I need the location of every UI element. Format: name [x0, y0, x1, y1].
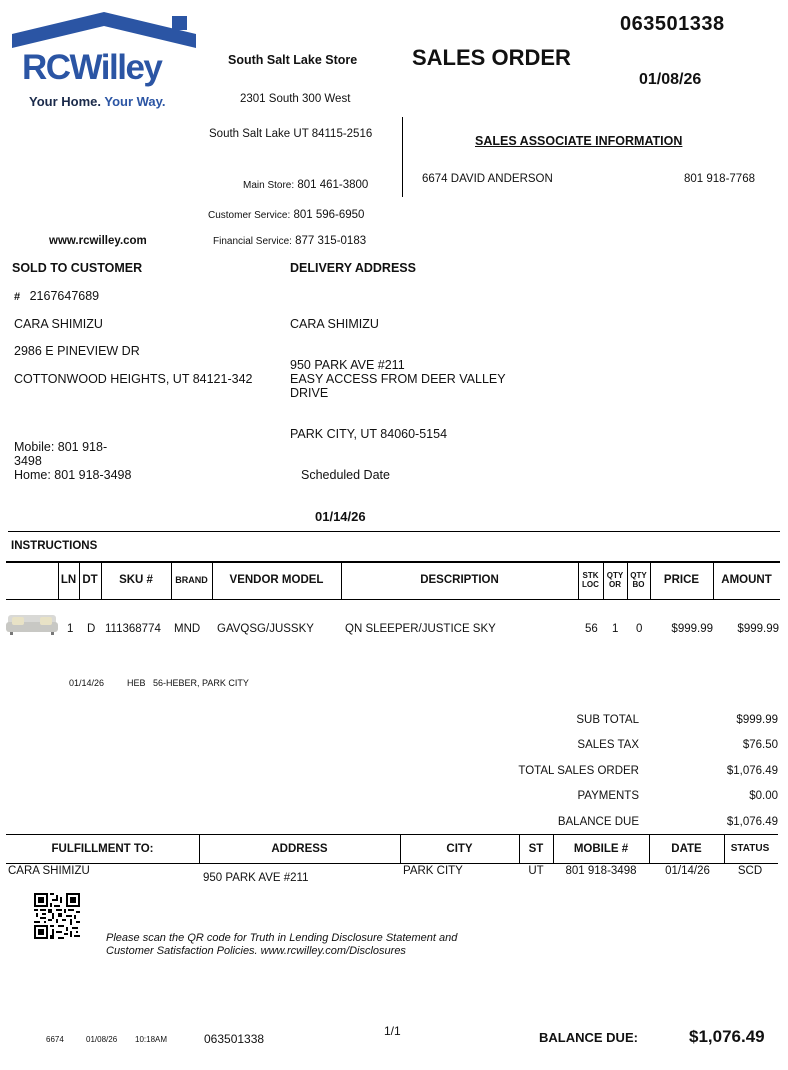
- cell-price: $999.99: [671, 623, 713, 635]
- qty-bo-line-1: QTY: [630, 571, 647, 580]
- total-order-value: $1,076.49: [726, 765, 778, 777]
- sofa-icon: [6, 613, 58, 637]
- fulfillment-header-to: FULFILLMENT TO:: [51, 843, 154, 855]
- delivery-line-1: 950 PARK AVE #211: [290, 358, 405, 372]
- cell-sku: 111368774: [105, 623, 161, 635]
- qty-or-line-2: OR: [609, 580, 621, 589]
- fulfillment-to: CARA SHIMIZU: [8, 865, 90, 877]
- customer-mobile-1: Mobile: 801 918-: [14, 440, 108, 454]
- col-header-brand: BRAND: [175, 575, 208, 585]
- store-name: South Salt Lake Store: [228, 53, 358, 67]
- associate-phone: 801 918-7768: [684, 173, 755, 185]
- payments-label: PAYMENTS: [577, 790, 639, 802]
- account-number: 2167647689: [29, 289, 100, 303]
- fulfillment-status: SCD: [737, 865, 763, 877]
- items-header-bottom: [6, 599, 780, 600]
- store-street: 2301 South 300 West: [240, 93, 351, 105]
- cell-sub-date: 01/14/26: [69, 678, 105, 688]
- fulfillment-header-city: CITY: [446, 843, 473, 855]
- delivery-heading: DELIVERY ADDRESS: [290, 261, 416, 275]
- col-header-amount: AMOUNT: [721, 574, 772, 586]
- col-header-sku: SKU #: [119, 574, 153, 586]
- page-number: 1/1: [384, 1024, 401, 1038]
- brand-logo: [12, 12, 198, 112]
- col-header-vendor-model: VENDOR MODEL: [229, 574, 324, 586]
- sales-tax-value: $76.50: [742, 739, 778, 751]
- col-header-dt: DT: [82, 574, 98, 586]
- customer-service-label: Customer Service:: [208, 210, 291, 221]
- fulfillment-header-mobile: MOBILE #: [573, 843, 629, 855]
- customer-city: COTTONWOOD HEIGHTS, UT 84121-342: [14, 372, 253, 386]
- fulfillment-city: PARK CITY: [403, 865, 463, 877]
- col-header-qty-bo: [627, 571, 650, 589]
- order-number: 063501338: [620, 13, 725, 35]
- footer-order-number: 063501338: [204, 1032, 265, 1046]
- cell-brand: MND: [174, 623, 201, 635]
- fulfillment-header-status: STATUS: [730, 843, 770, 854]
- document-title: SALES ORDER: [412, 45, 571, 70]
- fulfillment-st: UT: [528, 865, 544, 877]
- stk-loc-line-2: LOC: [582, 580, 599, 589]
- delivery-line-2: EASY ACCESS FROM DEER VALLEY: [290, 372, 506, 386]
- customer-street: 2986 E PINEVIEW DR: [14, 344, 140, 358]
- customer-home: Home: 801 918-3498: [14, 468, 132, 482]
- customer-mobile-2: 3498: [14, 454, 42, 468]
- scheduled-date: 01/14/26: [315, 509, 366, 524]
- disclosure-line-1: Please scan the QR code for Truth in Lending Disclosure Statement and: [106, 932, 458, 944]
- col-header-price: PRICE: [663, 574, 700, 586]
- fulfillment-header-st: ST: [528, 843, 544, 855]
- house-roof-icon: [12, 12, 198, 52]
- fulfillment-header-date: DATE: [671, 843, 702, 855]
- footer-balance-value: $1,076.49: [689, 1027, 765, 1046]
- col-header-qty-or: [603, 571, 627, 589]
- brand-tagline: [29, 94, 166, 109]
- cell-sub-desc: 56-HEBER, PARK CITY: [153, 678, 249, 688]
- tagline-part-1: Your Home.: [29, 94, 101, 109]
- store-city: South Salt Lake UT 84115-2516: [209, 128, 373, 140]
- instructions-label: INSTRUCTIONS: [11, 540, 98, 552]
- financial-service-phone: [213, 235, 366, 247]
- footer-time: 10:18AM: [135, 1035, 168, 1044]
- cell-stk-loc: 56: [585, 623, 598, 635]
- subtotal-label: SUB TOTAL: [576, 714, 639, 726]
- financial-service-number: 877 315-0183: [295, 235, 367, 247]
- order-date: 01/08/26: [639, 71, 702, 88]
- cell-amount: $999.99: [737, 623, 779, 635]
- fulfillment-mobile: 801 918-3498: [565, 865, 637, 877]
- instructions-rule: [8, 531, 780, 532]
- financial-service-label: Financial Service:: [213, 236, 292, 247]
- balance-due-value: $1,076.49: [726, 816, 778, 828]
- disclosure-line-2: Customer Satisfaction Policies. www.rcwilley.com/Disclosures: [106, 945, 406, 957]
- sold-to-heading: SOLD TO CUSTOMER: [12, 261, 143, 275]
- brand-wordmark: RCWilley: [22, 48, 162, 87]
- footer-date: 01/08/26: [86, 1035, 118, 1044]
- cell-sub-loc: HEB: [127, 678, 146, 688]
- associate-heading: SALES ASSOCIATE INFORMATION: [475, 134, 683, 148]
- delivery-city: PARK CITY, UT 84060-5154: [290, 427, 448, 441]
- total-order-label: TOTAL SALES ORDER: [518, 765, 639, 777]
- col-header-ln: LN: [60, 574, 77, 586]
- fulfillment-header-bottom: [6, 863, 778, 864]
- sales-tax-label: SALES TAX: [577, 739, 639, 751]
- header-divider: [402, 117, 403, 197]
- main-store-label: Main Store:: [243, 180, 295, 191]
- cell-qty-or: 1: [612, 623, 619, 635]
- cell-vendor-model: GAVQSG/JUSSKY: [217, 623, 314, 635]
- delivery-name: CARA SHIMIZU: [290, 317, 379, 331]
- qty-or-line-1: QTY: [606, 571, 624, 580]
- delivery-line-3: DRIVE: [290, 386, 329, 400]
- payments-value: $0.00: [749, 790, 778, 802]
- scheduled-date-label: Scheduled Date: [301, 468, 390, 482]
- tagline-part-2: Your Way.: [104, 94, 166, 109]
- balance-due-label: BALANCE DUE: [557, 816, 639, 828]
- main-store-phone: [243, 179, 368, 191]
- fulfillment-address: 950 PARK AVE #211: [203, 872, 309, 884]
- fulfillment-date: 01/14/26: [665, 865, 710, 877]
- customer-service-number: 801 596-6950: [293, 209, 365, 221]
- cell-dt: D: [87, 623, 96, 635]
- stk-loc-line-1: STK: [582, 571, 599, 580]
- qr-code-icon[interactable]: [34, 893, 80, 939]
- account-hash: #: [14, 291, 21, 303]
- associate-name: 6674 DAVID ANDERSON: [422, 173, 553, 185]
- customer-account: [14, 289, 99, 303]
- cell-ln: 1: [67, 623, 74, 635]
- cell-qty-bo: 0: [636, 623, 643, 635]
- subtotal-value: $999.99: [736, 714, 778, 726]
- cell-description: QN SLEEPER/JUSTICE SKY: [345, 623, 496, 635]
- customer-service-phone: [208, 209, 364, 221]
- col-header-stk-loc: [578, 571, 603, 589]
- fulfillment-header-address: ADDRESS: [271, 843, 328, 855]
- footer-balance-label: BALANCE DUE:: [539, 1030, 638, 1045]
- main-store-number: 801 461-3800: [297, 179, 369, 191]
- fulfillment-header-top: [6, 834, 778, 835]
- items-header-top: [6, 561, 780, 563]
- footer-associate: 6674: [46, 1035, 64, 1044]
- customer-name: CARA SHIMIZU: [14, 317, 103, 331]
- col-header-description: DESCRIPTION: [420, 574, 499, 586]
- qty-bo-line-2: BO: [632, 580, 645, 589]
- website-link[interactable]: www.rcwilley.com: [49, 235, 147, 247]
